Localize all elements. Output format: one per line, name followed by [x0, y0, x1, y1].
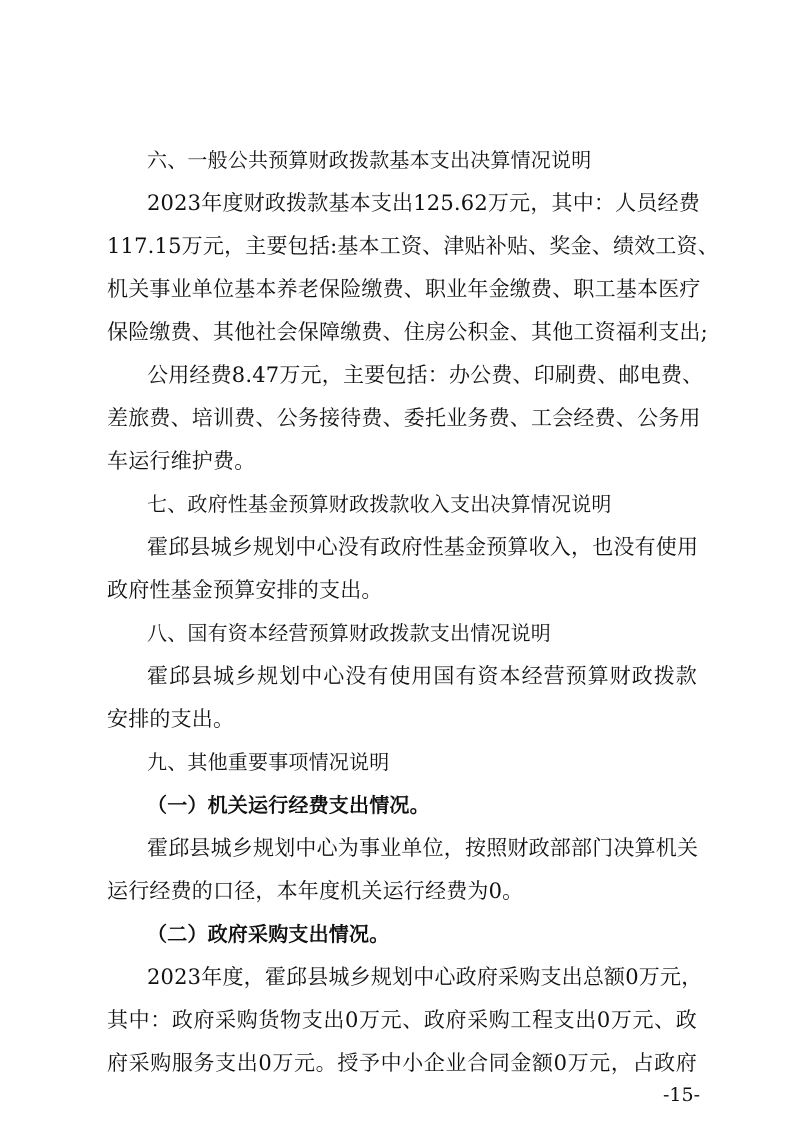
paragraph-line: 差旅费、培训费、公务接待费、委托业务费、工会经费、公务用	[107, 406, 701, 430]
paragraph-line: 霍邱县城乡规划中心没有使用国有资本经营预算财政拨款	[147, 664, 697, 688]
section-heading-8: 八、国有资本经营预算财政拨款支出情况说明	[147, 621, 551, 645]
paragraph-line: 公用经费8.47万元，主要包括：办公费、印刷费、邮电费、	[147, 363, 704, 387]
paragraph-line: 政府性基金预算安排的支出。	[107, 578, 383, 602]
paragraph-line: 117.15万元，主要包括:基本工资、津贴补贴、奖金、绩效工资、	[107, 234, 719, 258]
paragraph-line: 机关事业单位基本养老保险缴费、职业年金缴费、职工基本医疗	[107, 277, 701, 301]
paragraph-line: 2023年度，霍邱县城乡规划中心政府采购支出总额0万元，	[147, 965, 703, 989]
section-heading-6: 六、一般公共预算财政拨款基本支出决算情况说明	[147, 148, 592, 172]
paragraph-line: 安排的支出。	[107, 707, 235, 731]
paragraph-line: 车运行维护费。	[107, 449, 256, 473]
paragraph-line: 霍邱县城乡规划中心没有政府性基金预算收入，也没有使用	[147, 535, 699, 559]
page-number: -15-	[662, 1084, 700, 1106]
paragraph-line: 府采购服务支出0万元。授予中小企业合同金额0万元，占政府	[107, 1051, 697, 1075]
paragraph-line: 保险缴费、其他社会保障缴费、住房公积金、其他工资福利支出;	[107, 320, 708, 344]
section-heading-7: 七、政府性基金预算财政拨款收入支出决算情况说明	[147, 492, 612, 516]
section-heading-9: 九、其他重要事项情况说明	[147, 750, 390, 774]
subsection-heading-2: （二）政府采购支出情况。	[147, 922, 390, 946]
paragraph-line: 其中：政府采购货物支出0万元、政府采购工程支出0万元、政	[107, 1008, 697, 1032]
paragraph-line: 运行经费的口径，本年度机关运行经费为0。	[107, 879, 524, 903]
paragraph-line: 2023年度财政拨款基本支出125.62万元，其中：人员经费	[147, 191, 700, 215]
paragraph-line: 霍邱县城乡规划中心为事业单位，按照财政部部门决算机关	[147, 836, 699, 860]
subsection-heading-1: （一）机关运行经费支出情况。	[147, 793, 430, 817]
